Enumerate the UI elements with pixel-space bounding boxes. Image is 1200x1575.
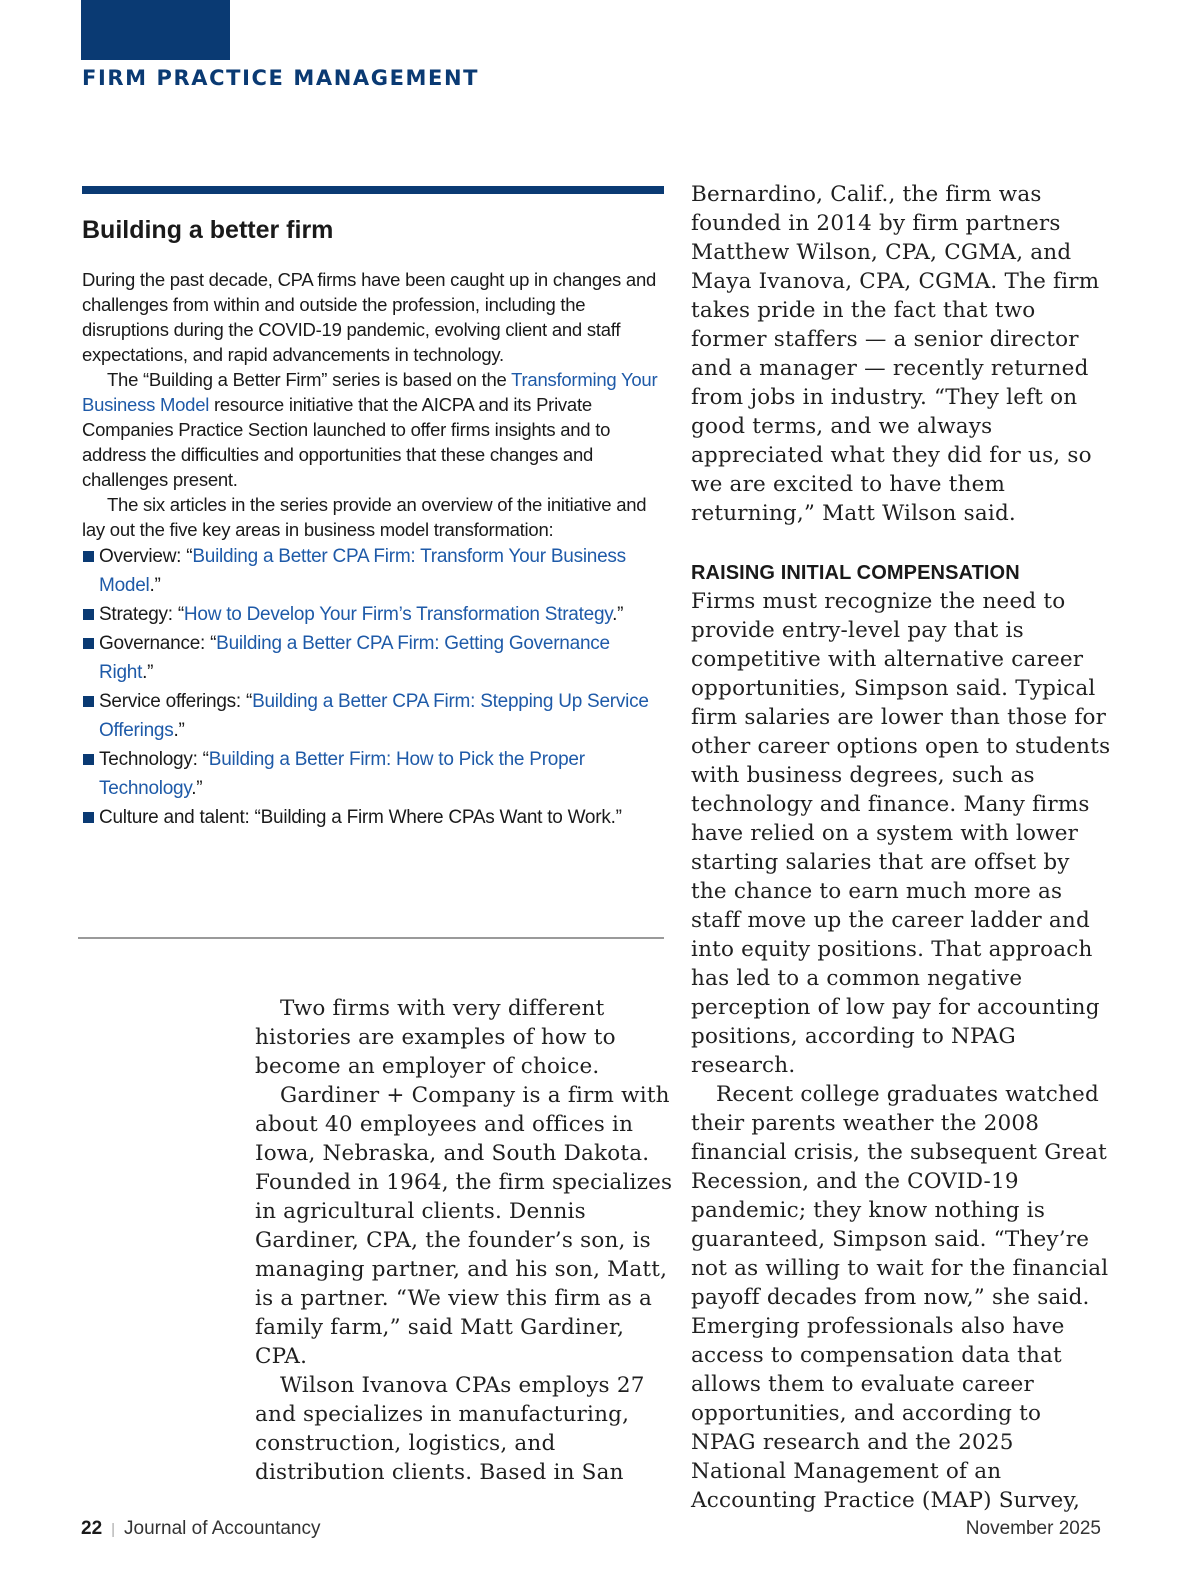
square-bullet-icon — [83, 696, 94, 707]
item-label: Governance: “ — [99, 633, 217, 654]
article-link[interactable]: Building a Better Firm: How to Pick the Proper Technology — [99, 749, 585, 799]
item-label: Technology: “ — [99, 749, 209, 770]
article-column-right — [691, 180, 1111, 1515]
sidebar-box — [82, 186, 664, 832]
square-bullet-icon — [83, 812, 94, 823]
item-tail: .” — [142, 662, 154, 683]
square-bullet-icon — [83, 609, 94, 620]
list-item — [82, 629, 664, 687]
sidebar-paragraph: The six articles in the series provide an overview of the initiative and lay out the five key areas in business model transformation: — [82, 494, 647, 540]
item-label: Overview: “ — [99, 546, 193, 567]
item-tail: .” — [612, 604, 624, 625]
subhead: RAISING INITIAL COMPENSATION — [691, 562, 1020, 584]
footer-separator: | — [111, 1521, 116, 1538]
item-label: Culture and talent: “Building a Firm Where CPAs Want to Work.” — [99, 807, 622, 828]
sidebar-title: Building a better firm — [82, 216, 334, 244]
sidebar-paragraph: During the past decade, CPA firms have been caught up in changes and challenges from within and outside the profession, including the disruptions during the COVID-19 pandemic, evolving client and staff expectations, and rapid advancements in technology. — [82, 269, 657, 365]
list-item — [82, 542, 664, 600]
sidebar-text: The “Building a Better Firm” series is based on the — [107, 369, 512, 390]
article-link[interactable]: Building a Better CPA Firm: Transform Your Business Model — [99, 546, 626, 596]
sidebar-top-rule — [82, 186, 664, 194]
article-paragraph: Firms must recognize the need to provide entry-level pay that is competitive with alternative career opportunities, Simpson said. Typical firm salaries are lower than those for other career options open to students with business degrees, such as technology and finance. Many firms have relied on a system with lower starting salaries that are offset by the chance to earn much more as staff move up the career ladder and into equity positions. That approach has led to a common negative perception of low pay for accounting positions, according to NPAG research. — [691, 589, 1111, 1078]
transforming-business-model-link[interactable]: Transforming Your Business Model — [82, 369, 658, 415]
item-tail: .” — [173, 720, 185, 741]
page-number: 22 — [81, 1518, 103, 1539]
footer-left — [81, 1518, 321, 1540]
sidebar-body — [82, 267, 664, 832]
header-color-block — [81, 0, 230, 60]
square-bullet-icon — [83, 754, 94, 765]
article-paragraph: Wilson Ivanova CPAs employs 27 and specializes in manufacturing, construction, logistics, and distribution clients. Based in San — [255, 1373, 645, 1485]
item-label: Strategy: “ — [99, 604, 184, 625]
item-tail: .” — [191, 778, 203, 799]
series-article-list — [82, 542, 664, 832]
article-column-middle — [255, 994, 675, 1487]
article-paragraph: Bernardino, Calif., the firm was founded in 2014 by firm partners Matthew Wilson, CPA, CGMA, and Maya Ivanova, CPA, CGMA. The firm takes pride in the fact that two former staffers — a senior director and a manager — recently returned from jobs in industry. “They left on good terms, and we always appreciated what they did for us, so we are excited to have them returning,” Matt Wilson said. — [691, 182, 1100, 526]
sidebar-paragraph — [82, 367, 664, 492]
square-bullet-icon — [83, 638, 94, 649]
publication-name: Journal of Accountancy — [124, 1518, 321, 1539]
issue-date: November 2025 — [965, 1518, 1101, 1539]
section-label: FIRM PRACTICE MANAGEMENT — [82, 66, 480, 90]
square-bullet-icon — [83, 551, 94, 562]
list-item — [82, 745, 664, 803]
sidebar-text: resource initiative that the AICPA and its Private Companies Practice Section launched to offer firms insights and to address the difficulties and opportunities that these changes and challenges present. — [82, 394, 611, 490]
item-label: Service offerings: “ — [99, 691, 253, 712]
item-tail: .” — [149, 575, 161, 596]
article-link[interactable]: How to Develop Your Firm’s Transformation Strategy — [183, 604, 613, 625]
list-item — [82, 803, 664, 832]
article-paragraph: Two firms with very different histories are examples of how to become an employer of choice. — [255, 996, 616, 1079]
article-paragraph: Gardiner + Company is a firm with about 40 employees and offices in Iowa, Nebraska, and South Dakota. Founded in 1964, the firm specializes in agricultural clients. Dennis Gardiner, CPA, the founder’s son, is managing partner, and his son, Matt, is a partner. “We view this firm as a family farm,” said Matt Gardiner, CPA. — [255, 1083, 673, 1369]
sidebar-bottom-rule — [78, 937, 664, 939]
article-paragraph: Recent college graduates watched their parents weather the 2008 financial crisis, the subsequent Great Recession, and the COVID-19 pandemic; they know nothing is guaranteed, Simpson said. “They’re not as willing to wait for the financial payoff decades from now,” she said. Emerging professionals also have access to compensation data that allows them to evaluate career opportunities, and according to NPAG research and the 2025 National Management of an Accounting Practice (MAP) Survey, — [691, 1082, 1109, 1513]
article-link[interactable]: Building a Better CPA Firm: Stepping Up Service Offerings — [99, 691, 649, 741]
list-item — [82, 600, 664, 629]
article-link[interactable]: Building a Better CPA Firm: Getting Governance Right — [99, 633, 610, 683]
list-item — [82, 687, 664, 745]
